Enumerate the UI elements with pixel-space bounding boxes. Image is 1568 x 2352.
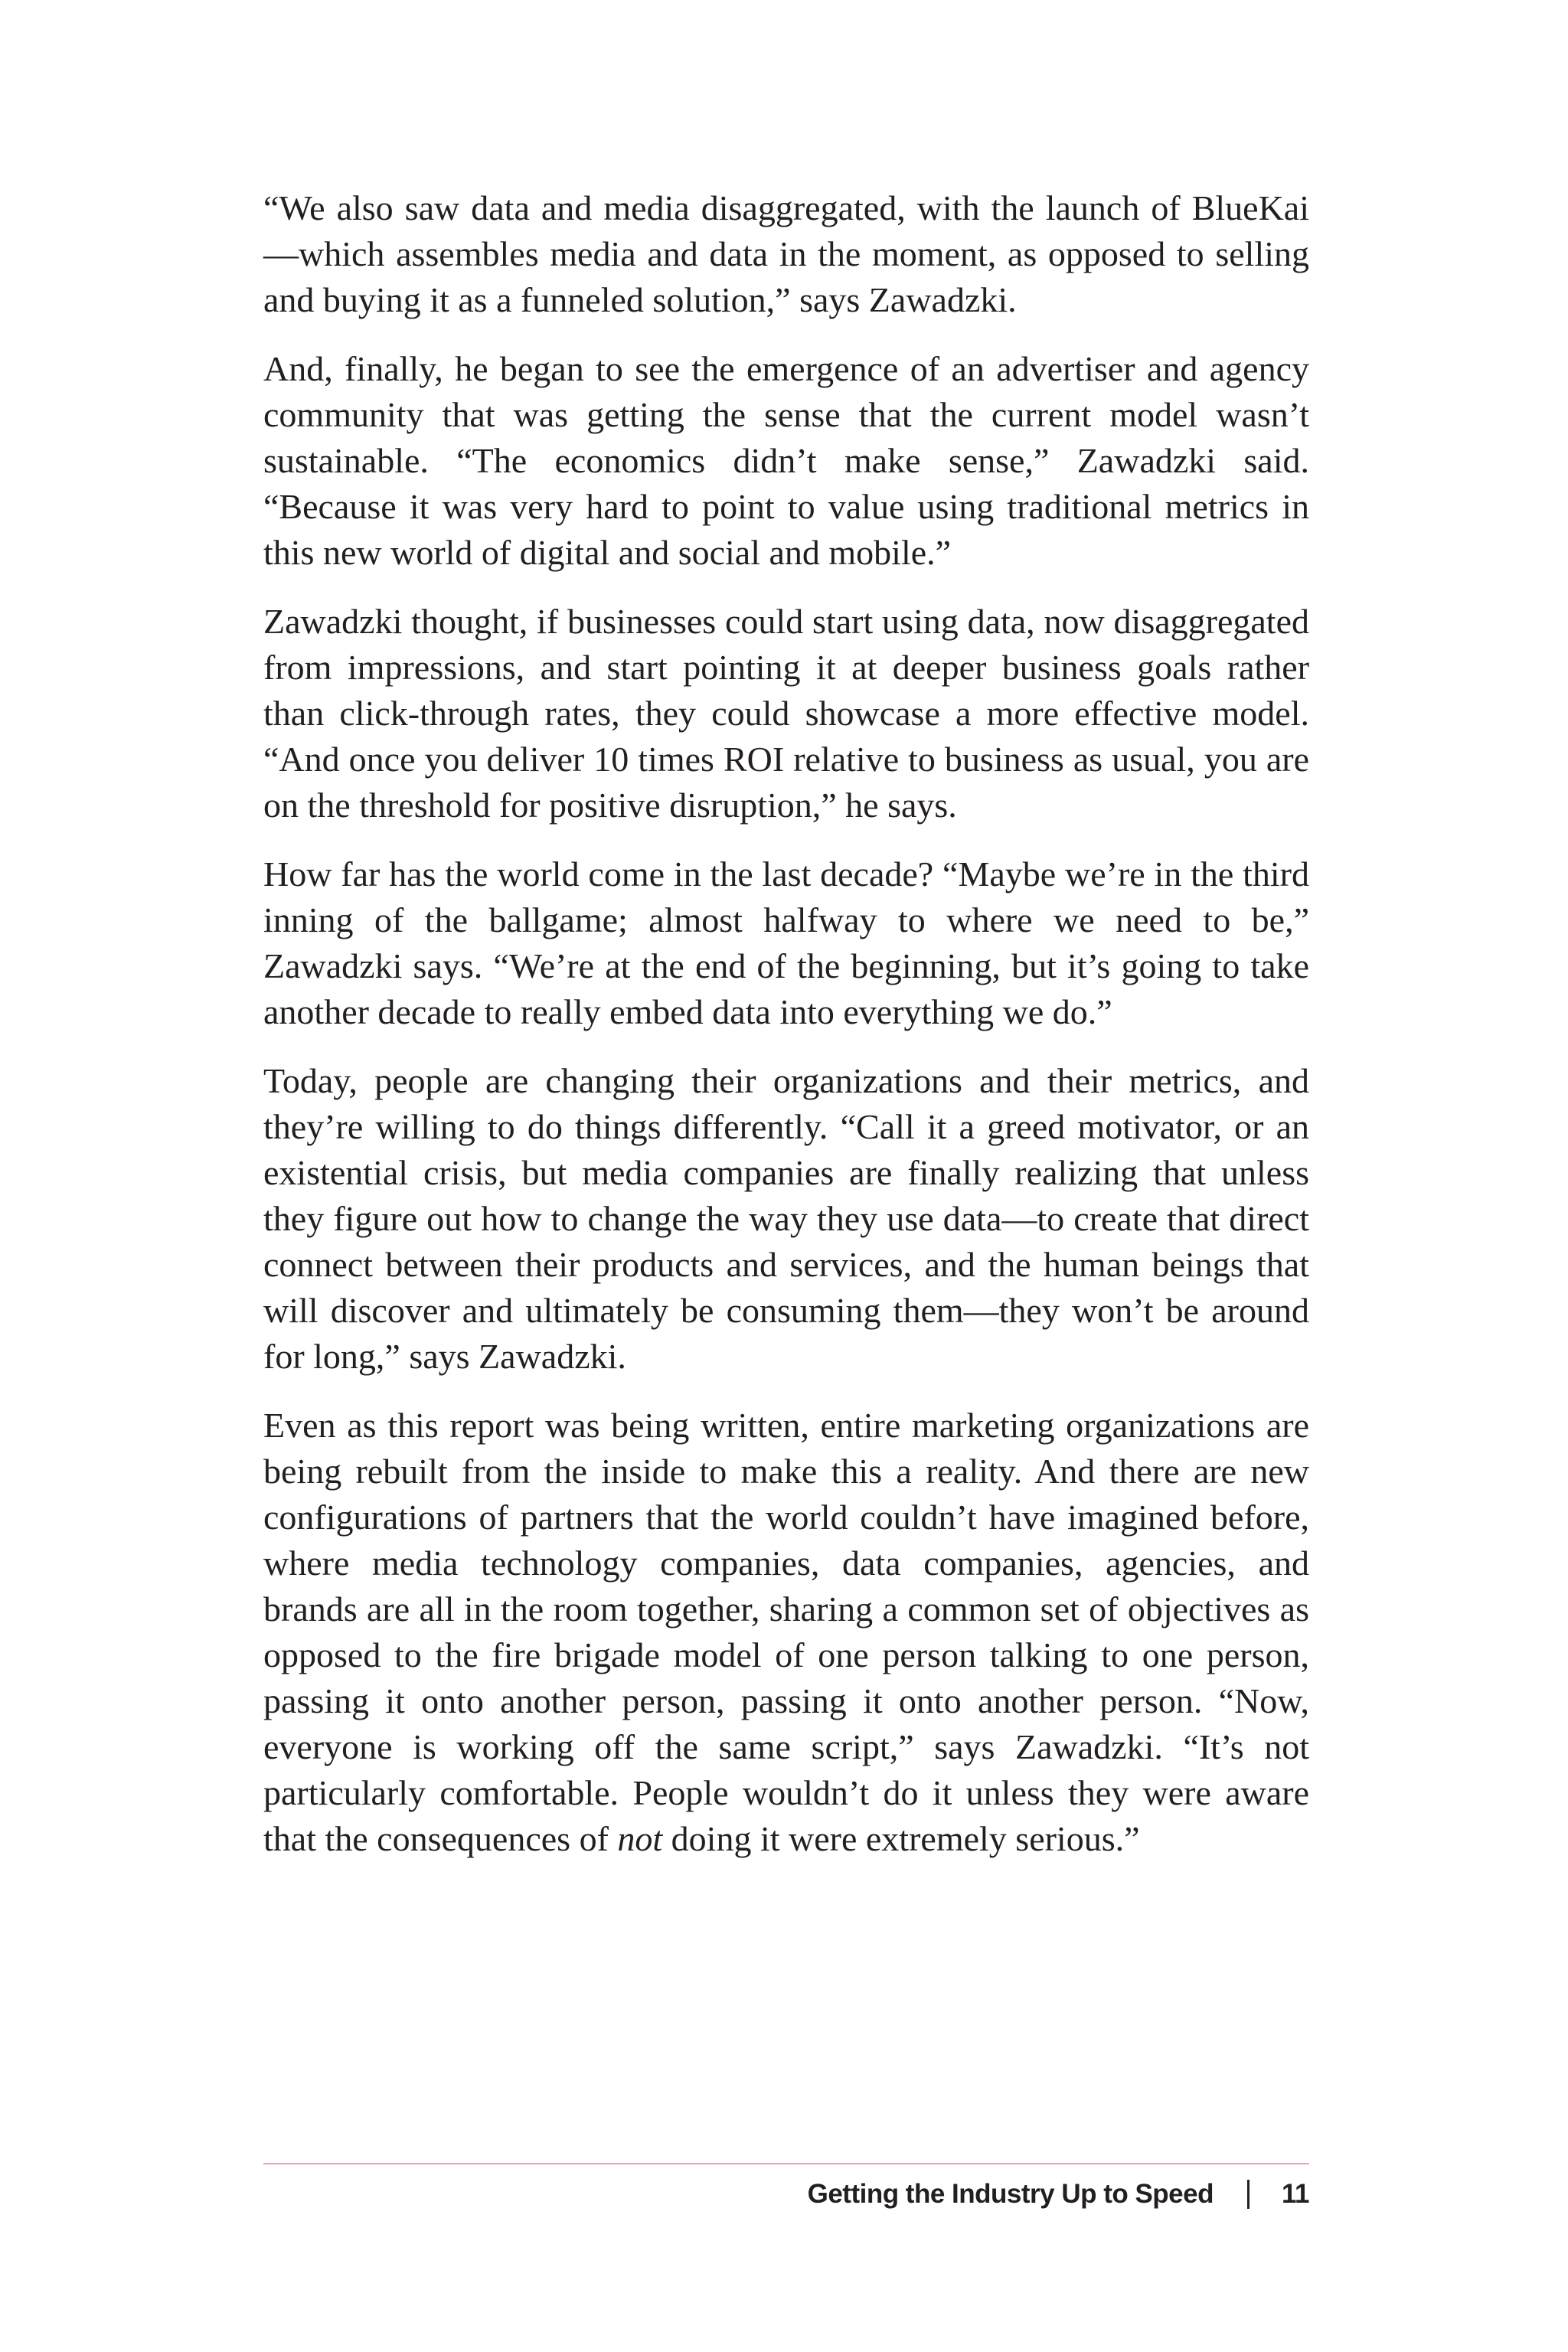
footer-rule — [263, 2163, 1309, 2164]
body-text — [263, 185, 1309, 1885]
footer-chapter-title: Getting the Industry Up to Speed — [807, 2179, 1214, 2209]
footer-separator — [1247, 2180, 1250, 2209]
page-number: 11 — [1282, 2179, 1309, 2209]
paragraph-last-lead: Even as this report was being written, entire marketing organizations are being rebuilt from the inside to make this a reality. And there are new configurations of partners that the world couldn’t have imagined before, where media technology companies, data companies, agencies, and brands are all in the room together, sharing a common set of objectives as opposed to the fire brigade model of one person talking to one person, passing it onto another person, passing it onto another person. “Now, everyone is working off the same script,” says Zawadzki. “It’s not particularly comfortable. People wouldn’t do it unless they were aware that the consequences of — [263, 1406, 1309, 1858]
paragraph: Today, people are changing their organizations and their metrics, and they’re willing to do things differently. “Call it a greed motivator, or an existential crisis, but media companies are finally realizing that unless they figure out how to change the way they use data—to create that direct connect between their products and services, and the human beings that will discover and ultimately be consuming them—they won’t be around for long,” says Zawadzki. — [263, 1061, 1309, 1376]
paragraph: “We also saw data and media disaggregated, with the launch of BlueKai—which assembles media and data in the moment, as opposed to selling and buying it as a funneled solution,” says Zawadzki. — [263, 188, 1309, 319]
paragraph: Zawadzki thought, if businesses could start using data, now disaggregated from impressions, and start pointing it at deeper business goals rather than click-through rates, they could showcase a more effective model. “And once you deliver 10 times ROI relative to business as usual, you are on the threshold for positive disruption,” he says. — [263, 602, 1309, 825]
running-footer — [263, 2171, 1309, 2217]
paragraph: And, finally, he began to see the emergence of an advertiser and agency community that was getting the sense that the current model wasn’t sustainable. “The economics didn’t make sense,” Zawadzki said. “Because it was very hard to point to value using traditional metrics in this new world of digital and social and mobile.” — [263, 349, 1309, 572]
paragraph-last — [263, 1403, 1309, 1862]
paragraph-last-emphasis: not — [617, 1819, 663, 1858]
paragraph: How far has the world come in the last decade? “Maybe we’re in the third inning of the ballgame; almost halfway to where we need to be,” Zawadzki says. “We’re at the end of the beginning, but it’s going to take another decade to really embed data into everything we do.” — [263, 854, 1309, 1031]
paragraph-last-tail: doing it were extremely serious.” — [662, 1819, 1140, 1858]
